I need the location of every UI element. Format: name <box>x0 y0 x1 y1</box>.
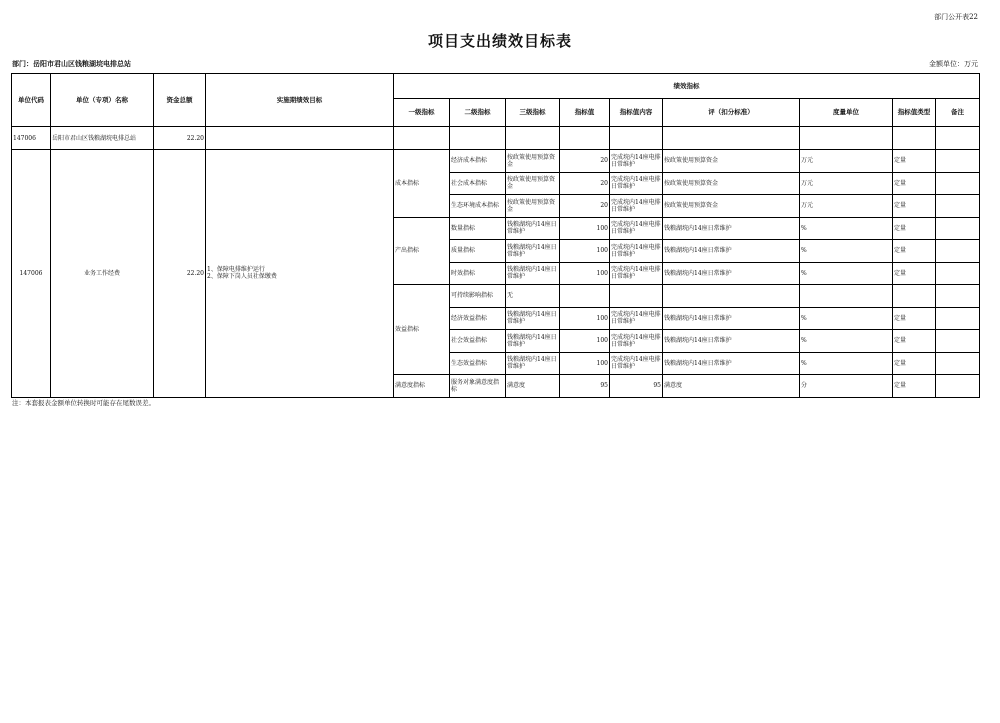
scoring-standard: 满意度 <box>663 375 800 398</box>
measure-unit: 万元 <box>800 172 893 195</box>
value-type: 定量 <box>893 330 936 353</box>
level2-indicator: 数量指标 <box>450 217 506 240</box>
scoring-standard: 按政策使用预算资金 <box>663 172 800 195</box>
header-value-content: 指标值内容 <box>610 99 663 127</box>
header-perf-indicators: 绩效指标 <box>394 74 980 99</box>
summary-row <box>12 127 980 150</box>
level2-indicator: 服务对象满意度指标 <box>450 375 506 398</box>
scoring-standard: 钱粮湖垸内14座日常维护 <box>663 330 800 353</box>
level1-indicator: 满意度指标 <box>394 375 450 398</box>
level2-indicator: 生态环境成本指标 <box>450 195 506 218</box>
value-type: 定量 <box>893 240 936 263</box>
indicator-value: 100 <box>560 262 610 285</box>
scoring-standard: 钱粮湖垸内14座日常维护 <box>663 240 800 263</box>
indicator-value-content: 完成垸内14座电排日常维护 <box>610 195 663 218</box>
amount-unit-label: 金额单位：万元 <box>929 60 978 68</box>
page-title: 项目支出绩效目标表 <box>427 32 572 50</box>
measure-unit: 万元 <box>800 195 893 218</box>
header-value: 指标值 <box>560 99 610 127</box>
indicator-value <box>560 285 610 308</box>
value-type: 定量 <box>893 172 936 195</box>
project-code: 147006 <box>12 150 51 398</box>
level3-indicator: 按政策使用预算资金 <box>506 150 560 173</box>
remark <box>936 217 980 240</box>
value-type: 定量 <box>893 217 936 240</box>
level3-indicator: 钱粮湖垸内14座日常维护 <box>506 240 560 263</box>
remark <box>936 375 980 398</box>
indicator-value-content: 完成垸内14座电排日常维护 <box>610 352 663 375</box>
project-name: 业务工作经费 <box>51 150 154 398</box>
level3-indicator: 无 <box>506 285 560 308</box>
level1-indicator: 成本指标 <box>394 150 450 218</box>
remark <box>936 352 980 375</box>
measure-unit <box>800 285 893 308</box>
level2-indicator: 社会效益指标 <box>450 330 506 353</box>
project-goal-line: 1、保障电排维护运行 <box>207 266 265 274</box>
indicator-value: 95 <box>560 375 610 398</box>
value-type: 定量 <box>893 150 936 173</box>
remark <box>936 262 980 285</box>
value-type: 定量 <box>893 307 936 330</box>
value-type <box>893 285 936 308</box>
measure-unit: 万元 <box>800 150 893 173</box>
level3-indicator: 钱粮湖垸内14座日常维护 <box>506 307 560 330</box>
remark <box>936 195 980 218</box>
header-total-funds: 资金总额 <box>154 74 206 127</box>
level2-indicator: 可持续影响指标 <box>450 285 506 308</box>
header-unit-code: 单位代码 <box>12 74 51 127</box>
scoring-standard: 钱粮湖垸内14座日常维护 <box>663 307 800 330</box>
remark <box>936 307 980 330</box>
scoring-standard: 钱粮湖垸内14座日常维护 <box>663 352 800 375</box>
remark <box>936 172 980 195</box>
remark <box>936 285 980 308</box>
measure-unit: % <box>800 352 893 375</box>
department-label: 部门：岳阳市君山区钱粮湖垸电排总站 <box>12 59 131 68</box>
header-period-goal: 实施期绩效目标 <box>206 74 394 127</box>
level2-indicator: 经济效益指标 <box>450 307 506 330</box>
header-unit-name: 单位（专项）名称 <box>51 74 154 127</box>
header-scoring: 评（扣分标准） <box>663 99 800 127</box>
indicator-value: 100 <box>560 307 610 330</box>
indicator-value-content: 完成垸内14座电排日常维护 <box>610 307 663 330</box>
indicator-value: 100 <box>560 240 610 263</box>
indicator-value-content: 完成垸内14座电排日常维护 <box>610 262 663 285</box>
level1-indicator: 效益指标 <box>394 285 450 375</box>
indicator-value: 100 <box>560 352 610 375</box>
summary-name: 岳阳市君山区钱粮湖垸电排总站 <box>51 127 154 150</box>
level2-indicator: 质量指标 <box>450 240 506 263</box>
header-level2: 二级指标 <box>450 99 506 127</box>
header-value-type: 指标值类型 <box>893 99 936 127</box>
indicator-value: 100 <box>560 330 610 353</box>
indicator-value-content: 完成垸内14座电排日常维护 <box>610 240 663 263</box>
level3-indicator: 按政策使用预算资金 <box>506 172 560 195</box>
remark <box>936 240 980 263</box>
level3-indicator: 钱粮湖垸内14座日常维护 <box>506 262 560 285</box>
level3-indicator: 满意度 <box>506 375 560 398</box>
indicator-value-content: 95 <box>610 375 663 398</box>
report-code-label: 部门公开表22 <box>934 13 978 21</box>
level2-indicator: 时效指标 <box>450 262 506 285</box>
scoring-standard: 按政策使用预算资金 <box>663 150 800 173</box>
remark <box>936 150 980 173</box>
level3-indicator: 钱粮湖垸内14座日常维护 <box>506 352 560 375</box>
indicator-value-content: 完成垸内14座电排日常维护 <box>610 172 663 195</box>
level2-indicator: 社会成本指标 <box>450 172 506 195</box>
value-type: 定量 <box>893 375 936 398</box>
project-goal-line: 2、保障下岗人员社保缴费 <box>207 273 277 281</box>
project-goal <box>206 150 394 398</box>
scoring-standard: 按政策使用预算资金 <box>663 195 800 218</box>
indicator-row <box>12 150 980 173</box>
project-amount: 22.20 <box>154 150 206 398</box>
scoring-standard: 钱粮湖垸内14座日常维护 <box>663 262 800 285</box>
indicator-value-content: 完成垸内14座电排日常维护 <box>610 330 663 353</box>
level3-indicator: 按政策使用预算资金 <box>506 195 560 218</box>
value-type: 定量 <box>893 262 936 285</box>
measure-unit: % <box>800 240 893 263</box>
level2-indicator: 经济成本指标 <box>450 150 506 173</box>
value-type: 定量 <box>893 195 936 218</box>
measure-unit: % <box>800 262 893 285</box>
indicator-value-content: 完成垸内14座电排日常维护 <box>610 150 663 173</box>
level3-indicator: 钱粮湖垸内14座日常维护 <box>506 217 560 240</box>
level3-indicator: 钱粮湖垸内14座日常维护 <box>506 330 560 353</box>
remark <box>936 330 980 353</box>
value-type: 定量 <box>893 352 936 375</box>
indicator-value-content: 完成垸内14座电排日常维护 <box>610 217 663 240</box>
measure-unit: % <box>800 307 893 330</box>
scoring-standard: 钱粮湖垸内14座日常维护 <box>663 217 800 240</box>
indicator-value-content <box>610 285 663 308</box>
header-level1: 一级指标 <box>394 99 450 127</box>
measure-unit: 分 <box>800 375 893 398</box>
header-level3: 三级指标 <box>506 99 560 127</box>
scoring-standard <box>663 285 800 308</box>
indicator-value: 20 <box>560 150 610 173</box>
footnote: 注：本套报表金额单位转换时可能存在尾数误差。 <box>12 399 155 407</box>
level1-indicator: 产出指标 <box>394 217 450 285</box>
summary-amount: 22.20 <box>154 127 206 150</box>
measure-unit: % <box>800 217 893 240</box>
level2-indicator: 生态效益指标 <box>450 352 506 375</box>
header-measure-unit: 度量单位 <box>800 99 893 127</box>
indicator-value: 100 <box>560 217 610 240</box>
measure-unit: % <box>800 330 893 353</box>
header-remark: 备注 <box>936 99 980 127</box>
performance-target-table <box>11 73 980 398</box>
summary-code: 147006 <box>12 127 51 150</box>
indicator-value: 20 <box>560 172 610 195</box>
indicator-value: 20 <box>560 195 610 218</box>
